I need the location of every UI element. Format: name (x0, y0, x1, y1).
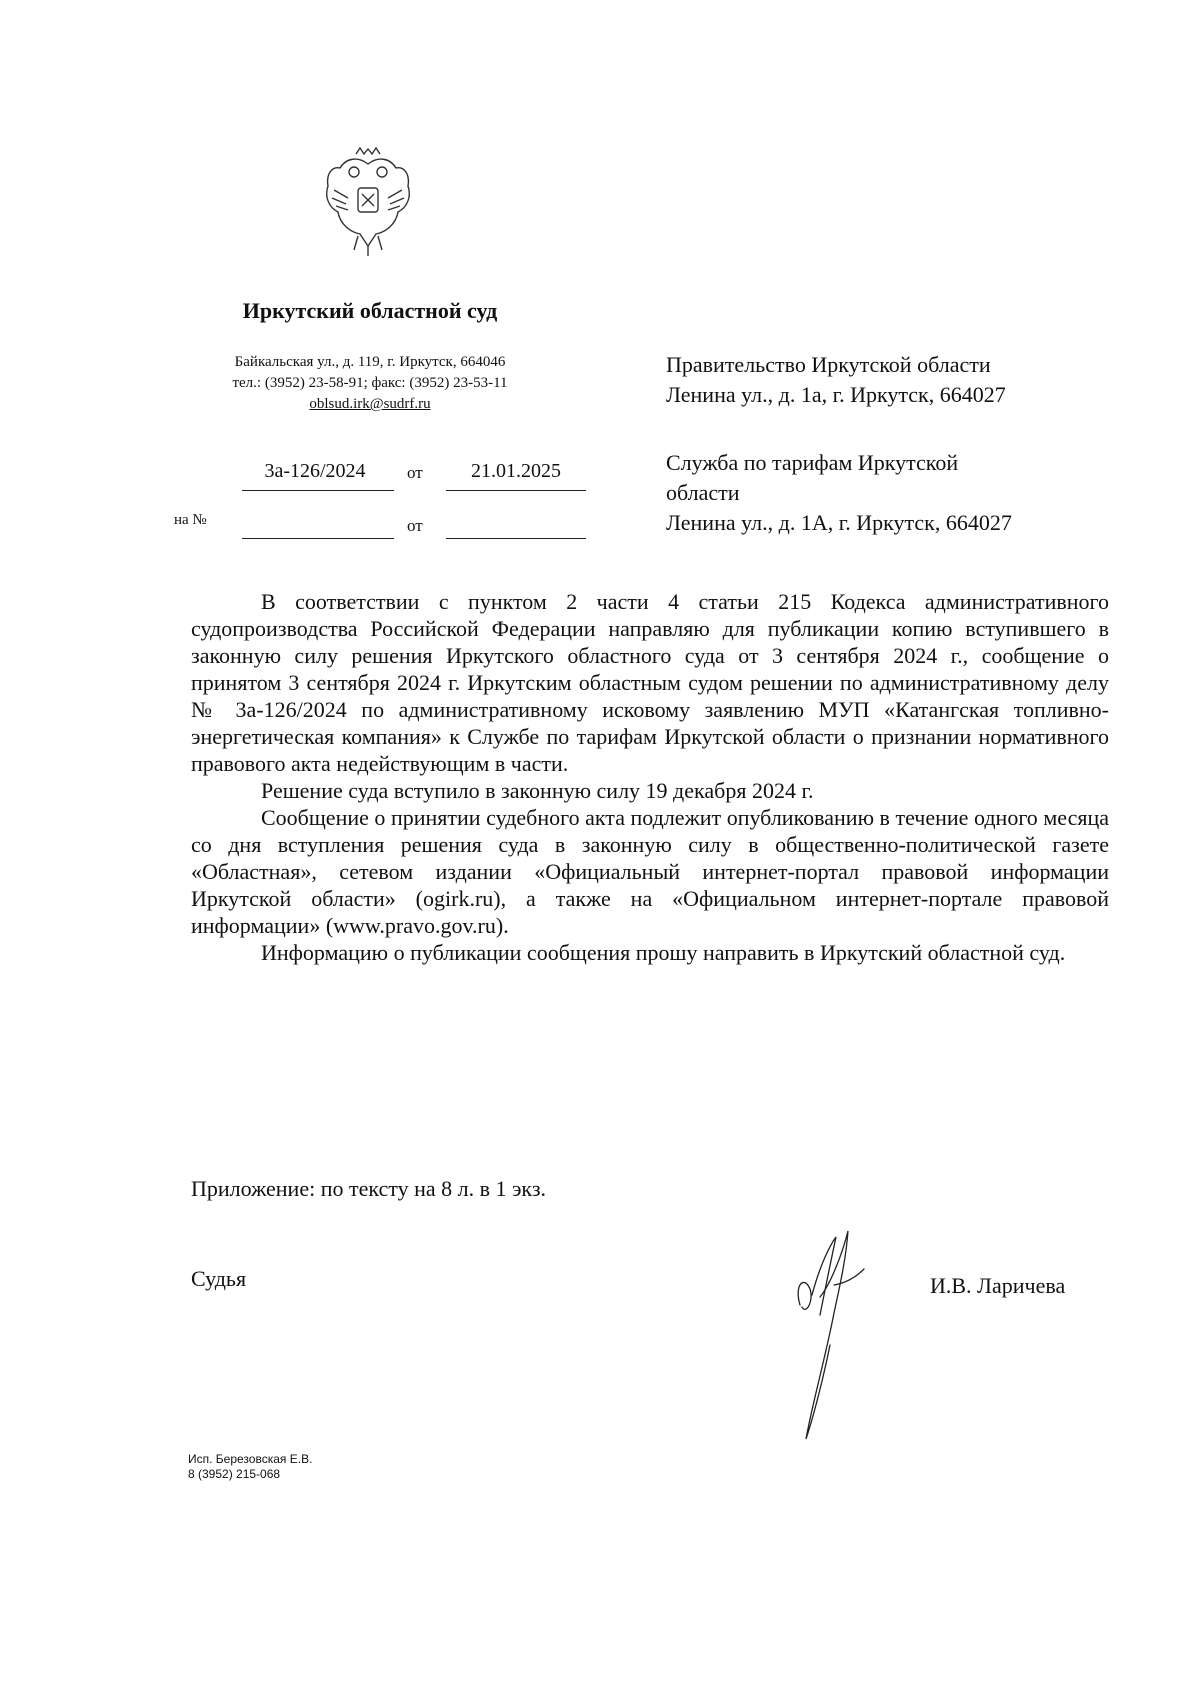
executor-name: Исп. Березовская Е.В. (188, 1452, 313, 1466)
addressee-address: Ленина ул., д. 1А, г. Иркутск, 664027 (666, 510, 1012, 535)
addressee-name-line-2: области (666, 480, 740, 505)
outgoing-number-underline (242, 490, 394, 491)
court-name: Иркутский областной суд (242, 298, 498, 323)
addressee-tariff-service (666, 448, 1106, 538)
outgoing-date: 21.01.2025 (471, 460, 561, 482)
incoming-number-label: на № (174, 512, 207, 528)
addressee-name: Правительство Иркутской области (666, 352, 991, 377)
body-paragraph: Информацию о публикации сообщения прошу направить в Иркутский областной суд. (261, 940, 1066, 965)
court-email-link[interactable]: oblsud.irk@sudrf.ru (309, 396, 431, 412)
incoming-date-blank (446, 538, 586, 539)
outgoing-number: 3а-126/2024 (264, 460, 366, 482)
executor-phone: 8 (3952) 215-068 (188, 1467, 281, 1481)
body-paragraph: Решение суда вступило в законную силу 19 декабря 2024 г. (261, 778, 814, 803)
court-contacts (160, 352, 580, 415)
body-paragraph: В соответствии с пунктом 2 части 4 статьи 215 Кодекса административного судопроизводства Российской Федерации направляю для публикации копию вступившего в законную силу решения Иркутского областного суда от 3 сентября 2024 г., сообщение о принятом 3 сентября 2024 г. Иркутским областным судом решении по административному делу № 3а-126/2024 по административному исковому заявлению МУП «Катангская топливно-энергетическая компания» к Службе по тарифам Иркутской области о признании нормативного правового акта недействующим в части. (191, 589, 1109, 776)
incoming-number-blank (242, 538, 394, 539)
signer-name: И.В. Ларичева (930, 1273, 1066, 1298)
addressee-government (666, 350, 1106, 410)
executor-info (188, 1452, 312, 1482)
letter-body (191, 588, 1109, 966)
coat-of-arms-emblem (318, 146, 418, 258)
attachment-note: Приложение: по тексту на 8 л. в 1 экз. (191, 1176, 547, 1201)
incoming-date-label: от (407, 516, 423, 535)
addressee-address: Ленина ул., д. 1а, г. Иркутск, 664027 (666, 382, 1006, 407)
outgoing-date-label: от (407, 463, 423, 482)
outgoing-date-underline (446, 490, 586, 491)
body-paragraph: Сообщение о принятии судебного акта подлежит опубликованию в течение одного месяца со дня вступления решения суда в законную силу в общественно-политической газете «Областная», сетевом издании «Официальный интернет-портал правовой информации Иркутской области» (ogirk.ru), а также на «Официальном интернет-портале правовой информации» (www.pravo.gov.ru). (191, 805, 1109, 938)
signer-title: Судья (191, 1266, 247, 1291)
court-address: Байкальская ул., д. 119, г. Иркутск, 664046 (234, 354, 506, 370)
court-phone-fax: тел.: (3952) 23-58-91; факс: (3952) 23-53-11 (232, 375, 508, 391)
addressee-name-line-1: Служба по тарифам Иркутской (666, 450, 959, 475)
handwritten-signature (790, 1225, 910, 1445)
